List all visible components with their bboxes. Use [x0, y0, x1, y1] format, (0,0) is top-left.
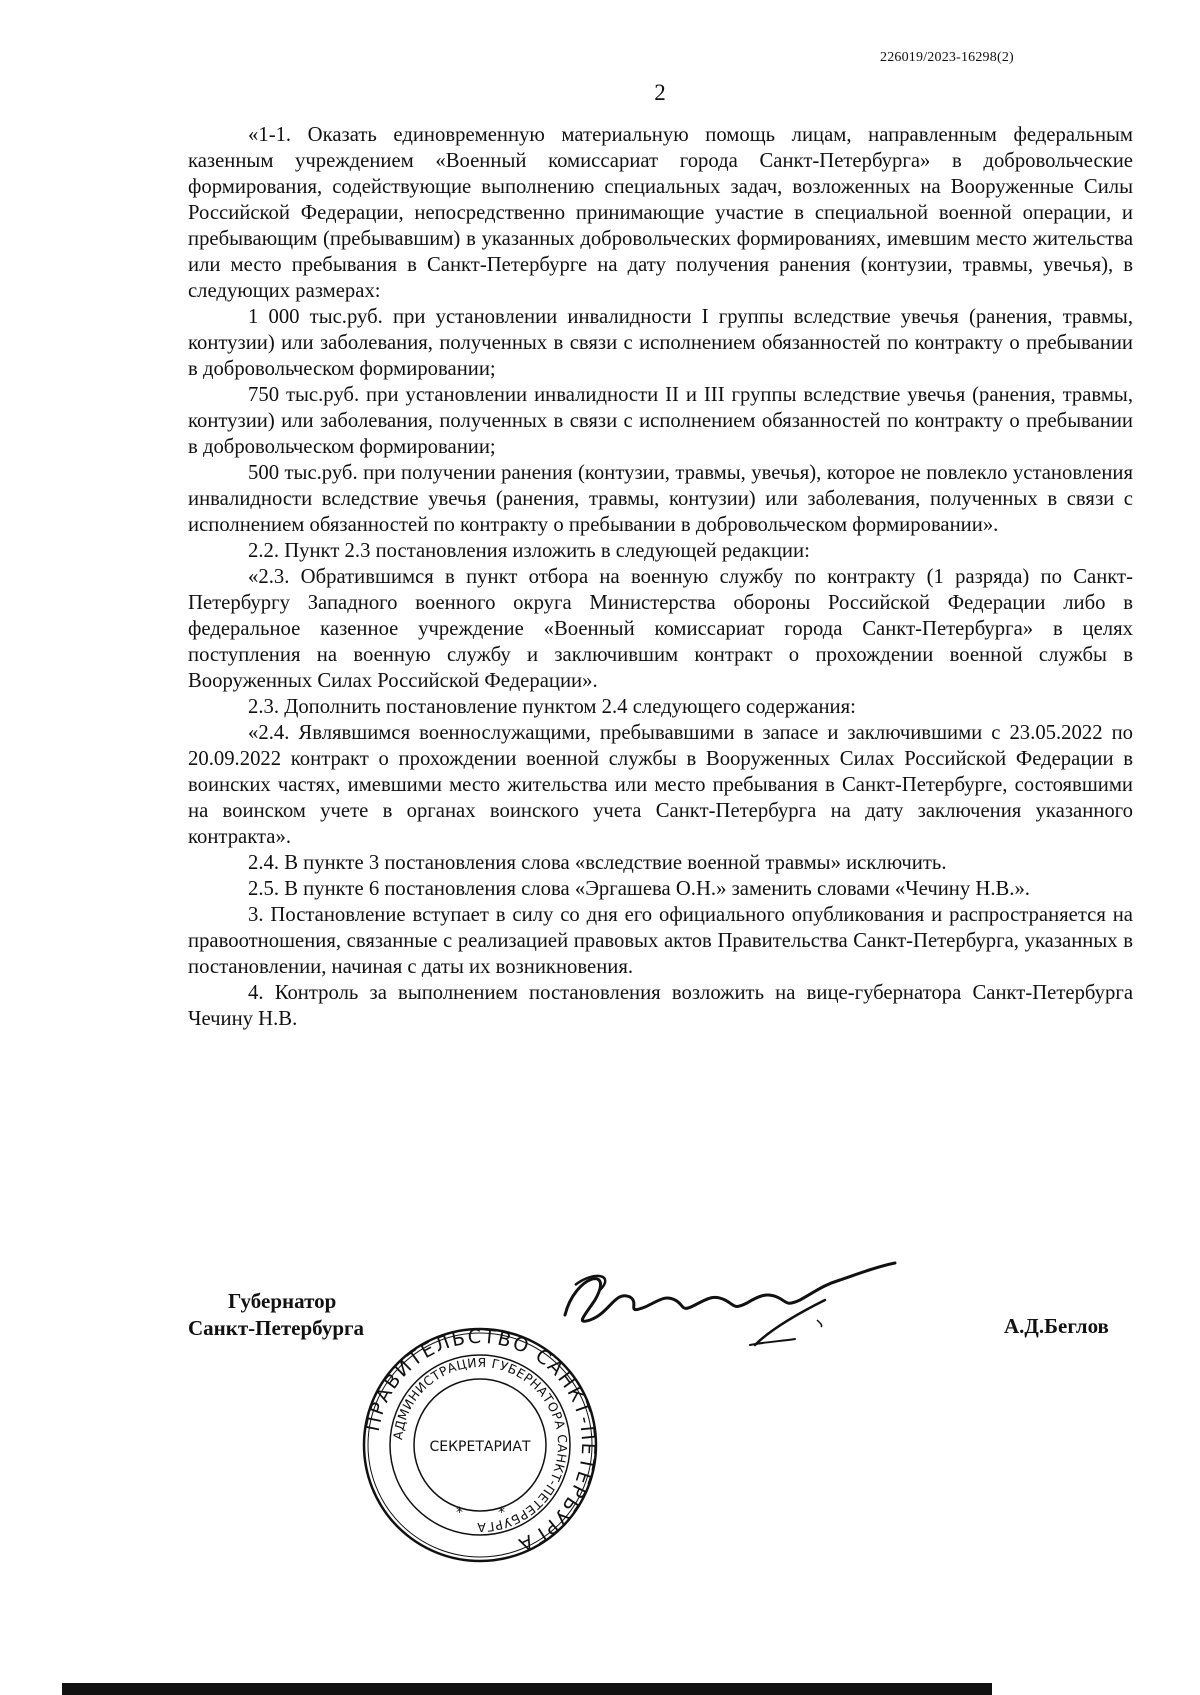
paragraph: «1-1. Оказать единовременную материальную помощь лицам, направленным федеральным казенным учреждением «Военный комиссариат города Санкт-Петербурга» в добровольческие формирования, содействующие выполнению специальных задач, возложенных на Вооруженные Силы Российской Федерации, непосредственно принимающие участие в специальной военной операции, и пребывающим (пребывавшим) в указанных добровольческих формированиях, имевшим место жительства или место пребывания в Санкт-Петербурге на дату получения ранения (контузии, травмы, увечья), в следующих размерах:	[188, 124, 1133, 302]
document-id: 226019/2023-16298(2)	[880, 50, 1014, 65]
signatory-title-line2: Санкт-Петербурга	[188, 1316, 365, 1340]
page-number: 2	[654, 80, 666, 105]
paragraph: 3. Постановление вступает в силу со дня его официального опубликования и распространяется на правоотношения, связанные с реализацией правовых актов Правительства Санкт-Петербурга, указанных в постановлении, начиная с даты их возникновения.	[188, 904, 1133, 978]
paragraph: 2.3. Дополнить постановление пунктом 2.4 следующего содержания:	[248, 696, 856, 718]
signatory-name: А.Д.Беглов	[1004, 1314, 1109, 1338]
scan-edge-bar	[62, 1683, 992, 1695]
paragraph: «2.4. Являвшимся военнослужащими, пребывавшими в запасе и заключившими с 23.05.2022 по 20.09.2022 контракт о прохождении военной службы в Вооруженных Силах Российской Федерации в воинских частях, имевшими место жительства или место пребывания в Санкт-Петербурге, состоявшими на воинском учете в органах воинского учета Санкт-Петербурга на дату заключения указанного контракта».	[188, 722, 1133, 848]
official-stamp-seal	[360, 1325, 600, 1565]
document-body	[188, 122, 1133, 1032]
stamp-inner-text: АДМИНИСТРАЦИЯ ГУБЕРНАТОРА САНКТ-ПЕТЕРБУРГА	[390, 1354, 571, 1536]
paragraph: 2.5. В пункте 6 постановления слова «Эргашева О.Н.» заменить словами «Чечину Н.В.».	[248, 878, 1030, 900]
paragraph: 2.2. Пункт 2.3 постановления изложить в следующей редакции:	[248, 540, 810, 562]
paragraph: «2.3. Обратившимся в пункт отбора на военную службу по контракту (1 разряда) по Санкт-Петербургу Западного военного округа Министерства обороны Российской Федерации либо в федеральное казенное учреждение «Военный комиссариат города Санкт-Петербурга» в целях поступления на военную службу и заключившим контракт о прохождении военной службы в Вооруженных Силах Российской Федерации».	[188, 566, 1133, 692]
paragraph: 2.4. В пункте 3 постановления слова «вследствие военной травмы» исключить.	[248, 852, 947, 874]
stamp-center-text: СЕКРЕТАРИАТ	[429, 1439, 531, 1455]
paragraph: 750 тыс.руб. при установлении инвалидности II и III группы вследствие увечья (ранения, травмы, контузии) или заболевания, полученных в связи с исполнением обязанностей по контракту о пребывании в добровольческом формировании;	[188, 384, 1133, 458]
stamp-outer-text: ПРАВИТЕЛЬСТВО САНКТ-ПЕТЕРБУРГА	[361, 1325, 600, 1557]
star-icon: *	[456, 1505, 463, 1521]
paragraph: 1 000 тыс.руб. при установлении инвалидности I группы вследствие увечья (ранения, травмы, контузии) или заболевания, полученных в связи с исполнением обязанностей по контракту о пребывании в добровольческом формировании;	[188, 306, 1133, 380]
handwritten-signature	[555, 1245, 935, 1355]
signatory-title	[188, 1288, 364, 1342]
star-icon: *	[498, 1505, 505, 1521]
paragraph: 4. Контроль за выполнением постановления возложить на вице-губернатора Санкт-Петербурга Чечину Н.В.	[188, 982, 1133, 1030]
paragraph: 500 тыс.руб. при получении ранения (контузии, травмы, увечья), которое не повлекло установления инвалидности вследствие увечья (ранения, травмы, контузии) или заболевания, полученных в связи с исполнением обязанностей по контракту о пребывании в добровольческом формировании».	[188, 462, 1133, 536]
signatory-title-line1: Губернатор	[228, 1289, 337, 1313]
